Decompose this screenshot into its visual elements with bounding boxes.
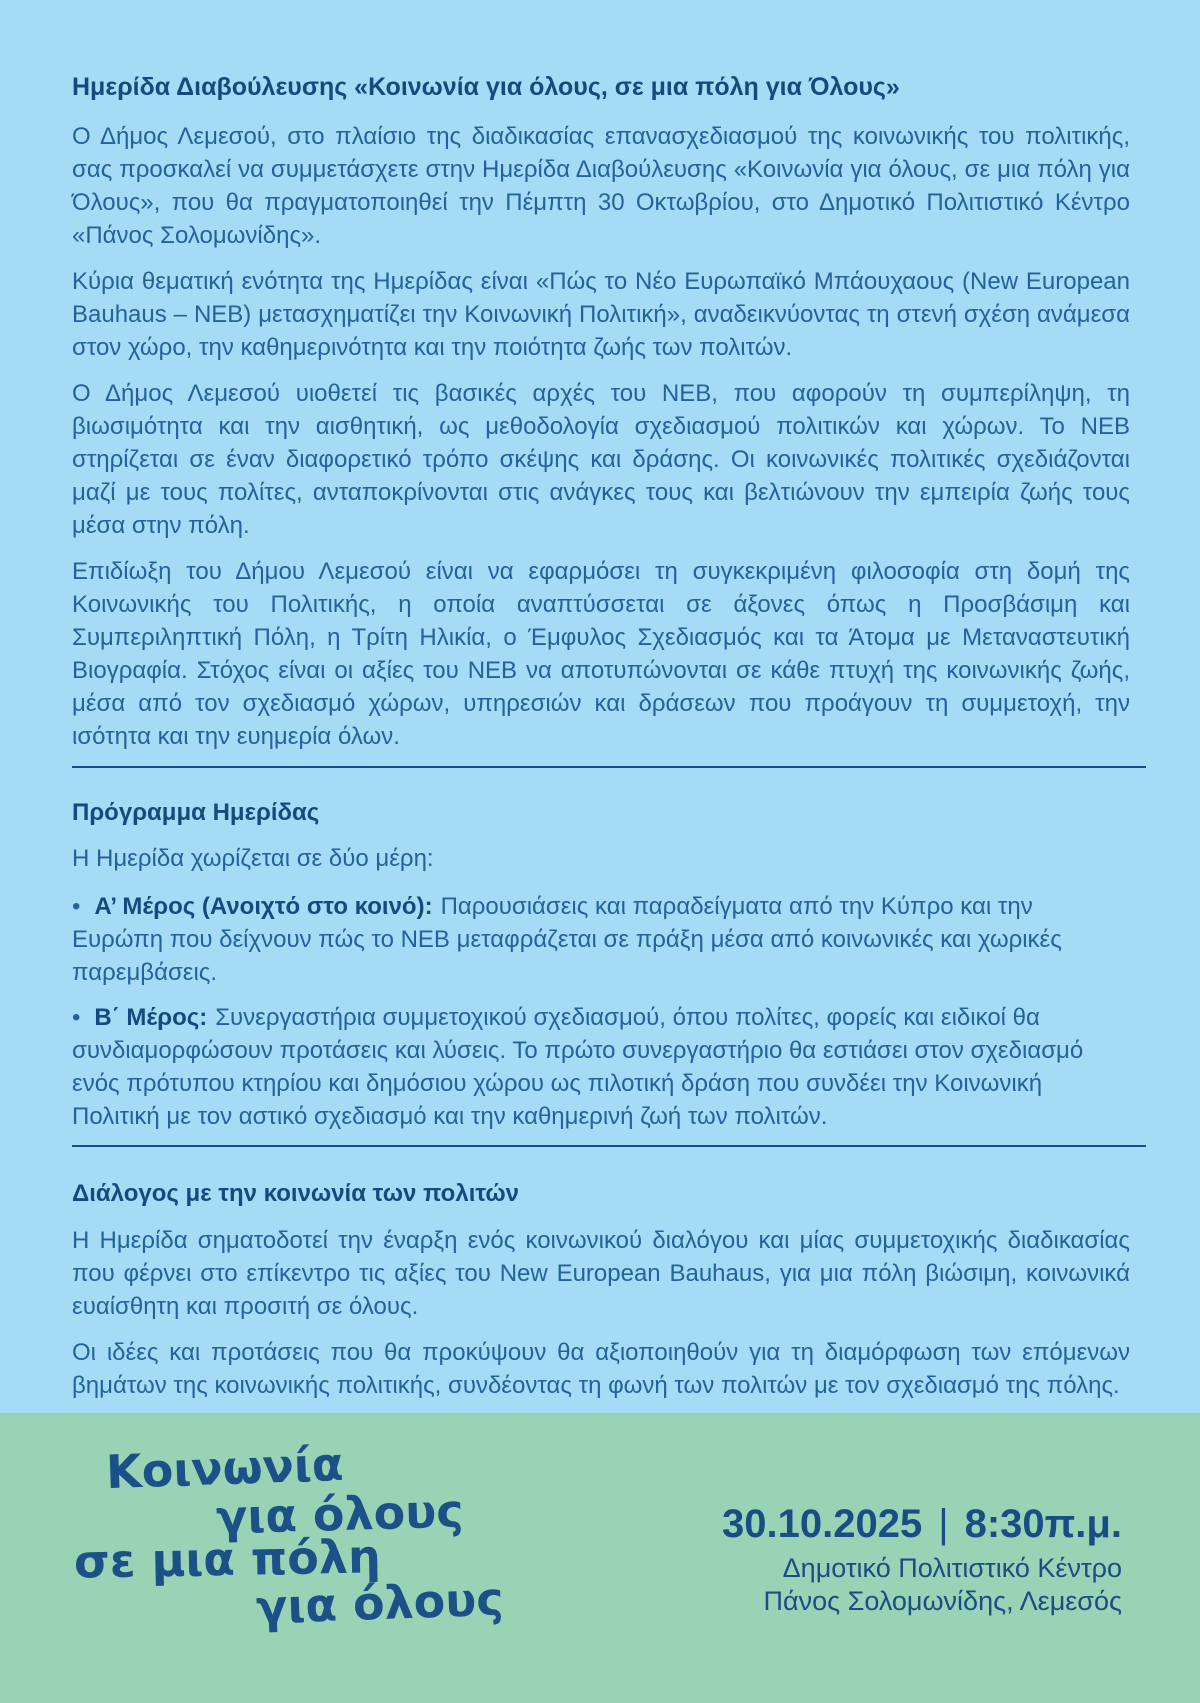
venue-line-2: Πάνος Σολομωνίδης, Λεμεσός: [763, 1586, 1122, 1616]
program-bullet-a: [72, 890, 1130, 989]
event-logo: [0, 1413, 560, 1703]
event-venue: [722, 1552, 1122, 1618]
intro-paragraph-4: Επιδίωξη του Δήμου Λεμεσού είναι να εφαρμόσει τη συγκεκριμένη φιλοσοφία στη δομή της Κοινωνικής του Πολιτικής, η οποία αναπτύσσεται σε άξονες όπως η Προσβάσιμη και Συμπεριληπτική Πόλη, η Τρίτη Ηλικία, ο Έμφυλος Σχεδιασμός και τα Άτομα με Μεταναστευτική Βιογραφία. Στόχος είναι οι αξίες του ΝΕΒ να αποτυπώνονται σε κάθε πτυχή της κοινωνικής ζωής, μέσα από τον σχεδιασμό χώρων, υπηρεσιών και δράσεων που προάγουν τη συμμετοχή, την ισότητα και την ευημερία όλων.: [72, 558, 1130, 750]
bullet-icon: •: [72, 1004, 81, 1031]
doc-title: Ημερίδα Διαβούλευσης «Κοινωνία για όλους, σε μια πόλη για Όλους»: [72, 73, 900, 101]
logo-line-2: για όλους: [215, 1483, 465, 1545]
logo-line-3: σε μια πόλη: [73, 1529, 382, 1589]
venue-line-1: Δημοτικό Πολιτιστικό Κέντρο: [782, 1553, 1122, 1583]
logo-line-4: για όλους: [255, 1571, 505, 1635]
intro-paragraph-3: Ο Δήμος Λεμεσού υιοθετεί τις βασικές αρχές του ΝΕΒ, που αφορούν τη συμπερίληψη, τη βιωσιμότητα και την αισθητική, ως μεθοδολογία σχεδιασμού πολιτικών και χώρων. Το ΝΕΒ στηρίζεται σε έναν διαφορετικό τρόπο σκέψης και δράσης. Οι κοινωνικές πολιτικές σχεδιάζονται μαζί με τους πολίτες, ανταποκρίνονται στις ανάγκες τους και βελτιώνουν την εμπειρία ζωής τους μέσα στην πόλη.: [72, 380, 1130, 539]
program-intro: Η Ημερίδα χωρίζεται σε δύο μέρη:: [72, 845, 434, 872]
program-heading: Πρόγραμμα Ημερίδας: [72, 799, 320, 826]
program-bullet-a-title: Α’ Μέρος (Ανοιχτό στο κοινό):: [94, 893, 433, 920]
event-datetime: [722, 1501, 1122, 1547]
footer-banner: [0, 1413, 1200, 1703]
dialogue-heading: Διάλογος με την κοινωνία των πολιτών: [72, 1180, 520, 1207]
program-bullet-b: [72, 1001, 1130, 1133]
bullet-icon: •: [72, 893, 81, 920]
dialogue-paragraph-1: Η Ημερίδα σηματοδοτεί την έναρξη ενός κοινωνικού διαλόγου και μίας συμμετοχικής διαδικασίας που φέρνει στο επίκεντρο τις αξίες του New European Bauhaus, για μια πόλη βιώσιμη, κοινωνικά ευαίσθητη και προσιτή σε όλους.: [72, 1227, 1130, 1320]
dialogue-paragraph-2: Οι ιδέες και προτάσεις που θα προκύψουν θα αξιοποιηθούν για τη διαμόρφωση των επόμενων βημάτων της κοινωνικής πολιτικής, συνδέοντας τη φωνή των πολιτών με τον σχεδιασμό της πόλης.: [72, 1339, 1130, 1399]
event-date: 30.10.2025: [722, 1502, 923, 1546]
datetime-separator: |: [938, 1502, 949, 1546]
program-bullet-b-title: Β΄ Μέρος:: [94, 1004, 208, 1031]
section-divider: [72, 1145, 1146, 1147]
section-divider: [72, 766, 1146, 768]
program-bullet-a-text: Παρουσιάσεις και παραδείγματα από την Κύπρο και την Ευρώπη που δείχνουν πώς το ΝΕΒ μεταφράζεται σε πράξη μέσα από κοινωνικές και χωρικές παρεμβάσεις.: [72, 893, 1062, 986]
event-time: 8:30π.μ.: [964, 1502, 1122, 1546]
intro-paragraph-1: Ο Δήμος Λεμεσού, στο πλαίσιο της διαδικασίας επανασχεδιασμού της κοινωνικής του πολιτικής, σας προσκαλεί να συμμετάσχετε στην Ημερίδα Διαβούλευσης «Κοινωνία για όλους, σε μια πόλη για Όλους», που θα πραγματοποιηθεί την Πέμπτη 30 Οκτωβρίου, στο Δημοτικό Πολιτιστικό Κέντρο «Πάνος Σολομωνίδης».: [72, 123, 1130, 249]
logo-line-1: Κοινωνία: [105, 1436, 345, 1500]
intro-paragraph-2: Κύρια θεματική ενότητα της Ημερίδας είναι «Πώς το Νέο Ευρωπαϊκό Μπάουχαους (New European Bauhaus – NEB) μετασχηματίζει την Κοινωνική Πολιτική», αναδεικνύοντας τη στενή σχέση ανάμεσα στον χώρο, την καθημερινότητα και την ποιότητα ζωής των πολιτών.: [72, 268, 1130, 361]
program-bullet-b-text: Συνεργαστήρια συμμετοχικού σχεδιασμού, όπου πολίτες, φορείς και ειδικοί θα συνδιαμορφώσουν προτάσεις και λύσεις. Το πρώτο συνεργαστήριο θα εστιάσει στον σχεδιασμό ενός πρότυπου κτηρίου και δημόσιου χώρου ως πιλοτική δράση που συνδέει την Κοινωνική Πολιτική με τον αστικό σχεδιασμό και την καθημερινή ζωή των πολιτών.: [72, 1004, 1084, 1130]
event-details: [722, 1501, 1122, 1618]
